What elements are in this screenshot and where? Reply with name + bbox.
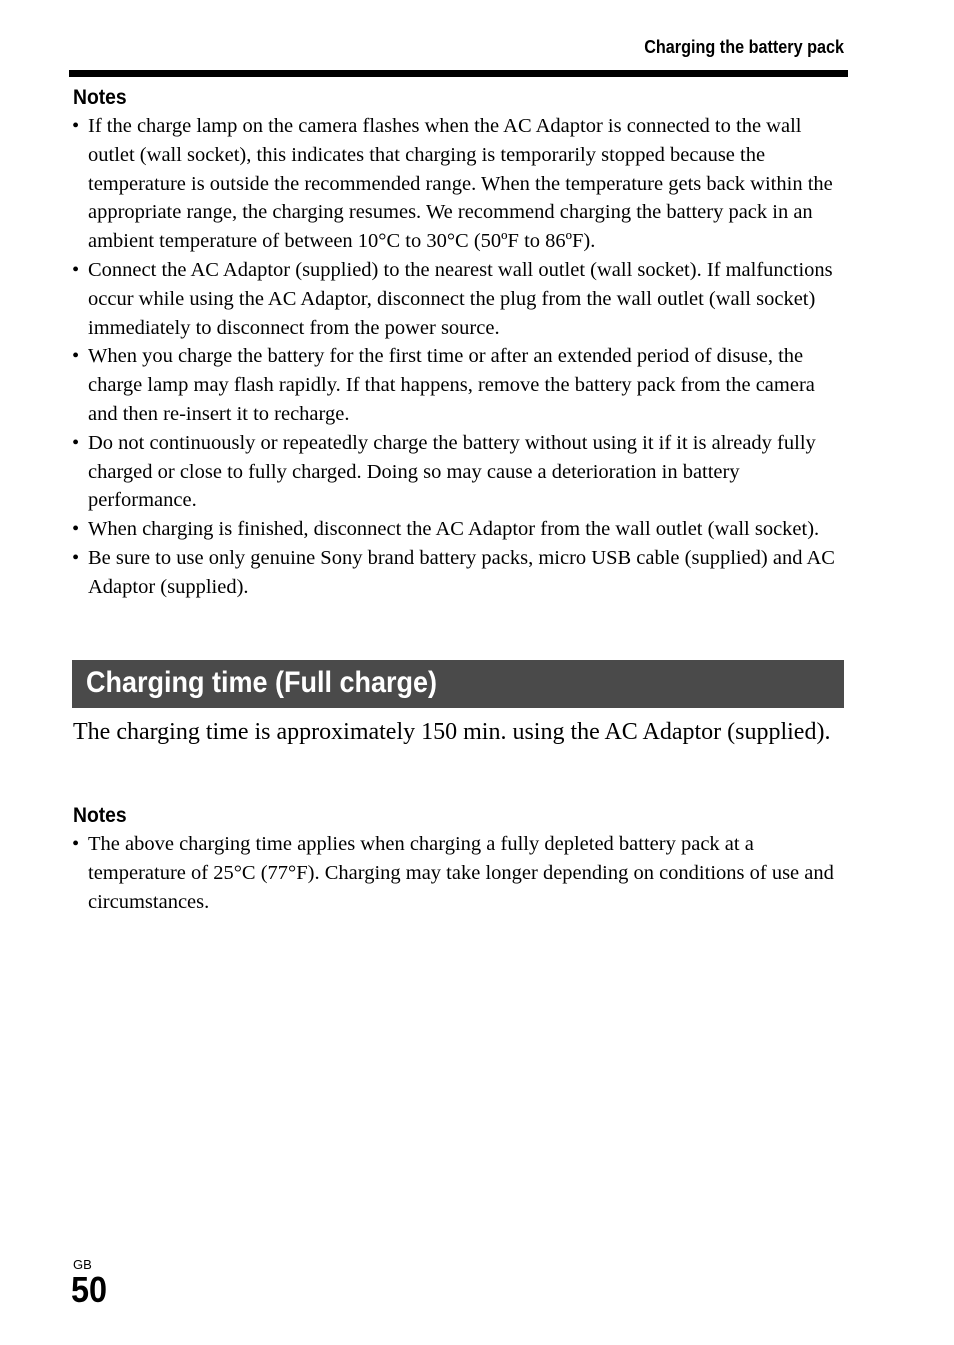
list-item — [72, 256, 844, 342]
notes-heading: Notes — [73, 804, 127, 827]
running-header-title: Charging the battery pack — [644, 37, 844, 57]
section-title: Charging time (Full charge) — [86, 666, 438, 699]
note-text: If the charge lamp on the camera flashes when the AC Adaptor is connected to the wall outlet (wall socket), this indicates that charging is temporarily stopped because the temperature is outside the recommended range. When the temperature gets back within the appropriate range, the charging resumes. We recommend charging the battery pack in an ambient temperature of between 10°C to 30°C (50ºF to 86ºF). — [88, 115, 833, 253]
notes-list — [72, 112, 844, 602]
list-item — [72, 342, 844, 428]
list-item — [72, 830, 844, 916]
bullet-icon: • — [72, 546, 80, 569]
note-text: Connect the AC Adaptor (supplied) to the nearest wall outlet (wall socket). If malfunctions occur while using the AC Adaptor, disconnect the plug from the wall outlet (wall socket) immediately to disconnect from the power source. — [88, 258, 833, 339]
section-title-bar — [72, 660, 844, 708]
bullet-icon: • — [72, 115, 80, 137]
note-text: When you charge the battery for the first time or after an extended period of disuse, the charge lamp may flash rapidly. If that happens, remove the battery pack from the camera and then re-insert it to recharge. — [88, 345, 815, 425]
note-text: When charging is finished, disconnect the AC Adaptor from the wall outlet (wall socket). — [88, 518, 820, 541]
list-item — [72, 429, 844, 515]
page-number: 50 — [71, 1269, 108, 1310]
bullet-icon: • — [72, 518, 80, 541]
note-text: Do not continuously or repeatedly charge the battery without using it if it is already fully charged or close to fully charged. Doing so may cause a deterioration in battery performance. — [88, 431, 816, 512]
bullet-icon: • — [72, 258, 80, 281]
header-rule — [69, 70, 848, 77]
region-code: GB — [73, 1257, 92, 1272]
list-item — [72, 544, 844, 602]
charging-time-text: The charging time is approximately 150 min. using the AC Adaptor (supplied). — [73, 719, 831, 745]
bullet-icon: • — [72, 431, 80, 454]
notes-heading: Notes — [73, 86, 127, 109]
bullet-icon: • — [72, 833, 80, 855]
note-text: The above charging time applies when charging a fully depleted battery pack at a temperature of 25°C (77°F). Charging may take longer depending on conditions of use and circumstances. — [88, 833, 834, 913]
notes-list — [72, 830, 844, 916]
list-item — [72, 515, 844, 544]
list-item — [72, 112, 844, 256]
note-text: Be sure to use only genuine Sony brand battery packs, micro USB cable (supplied) and AC Adaptor (supplied). — [88, 546, 835, 598]
bullet-icon: • — [72, 345, 80, 368]
